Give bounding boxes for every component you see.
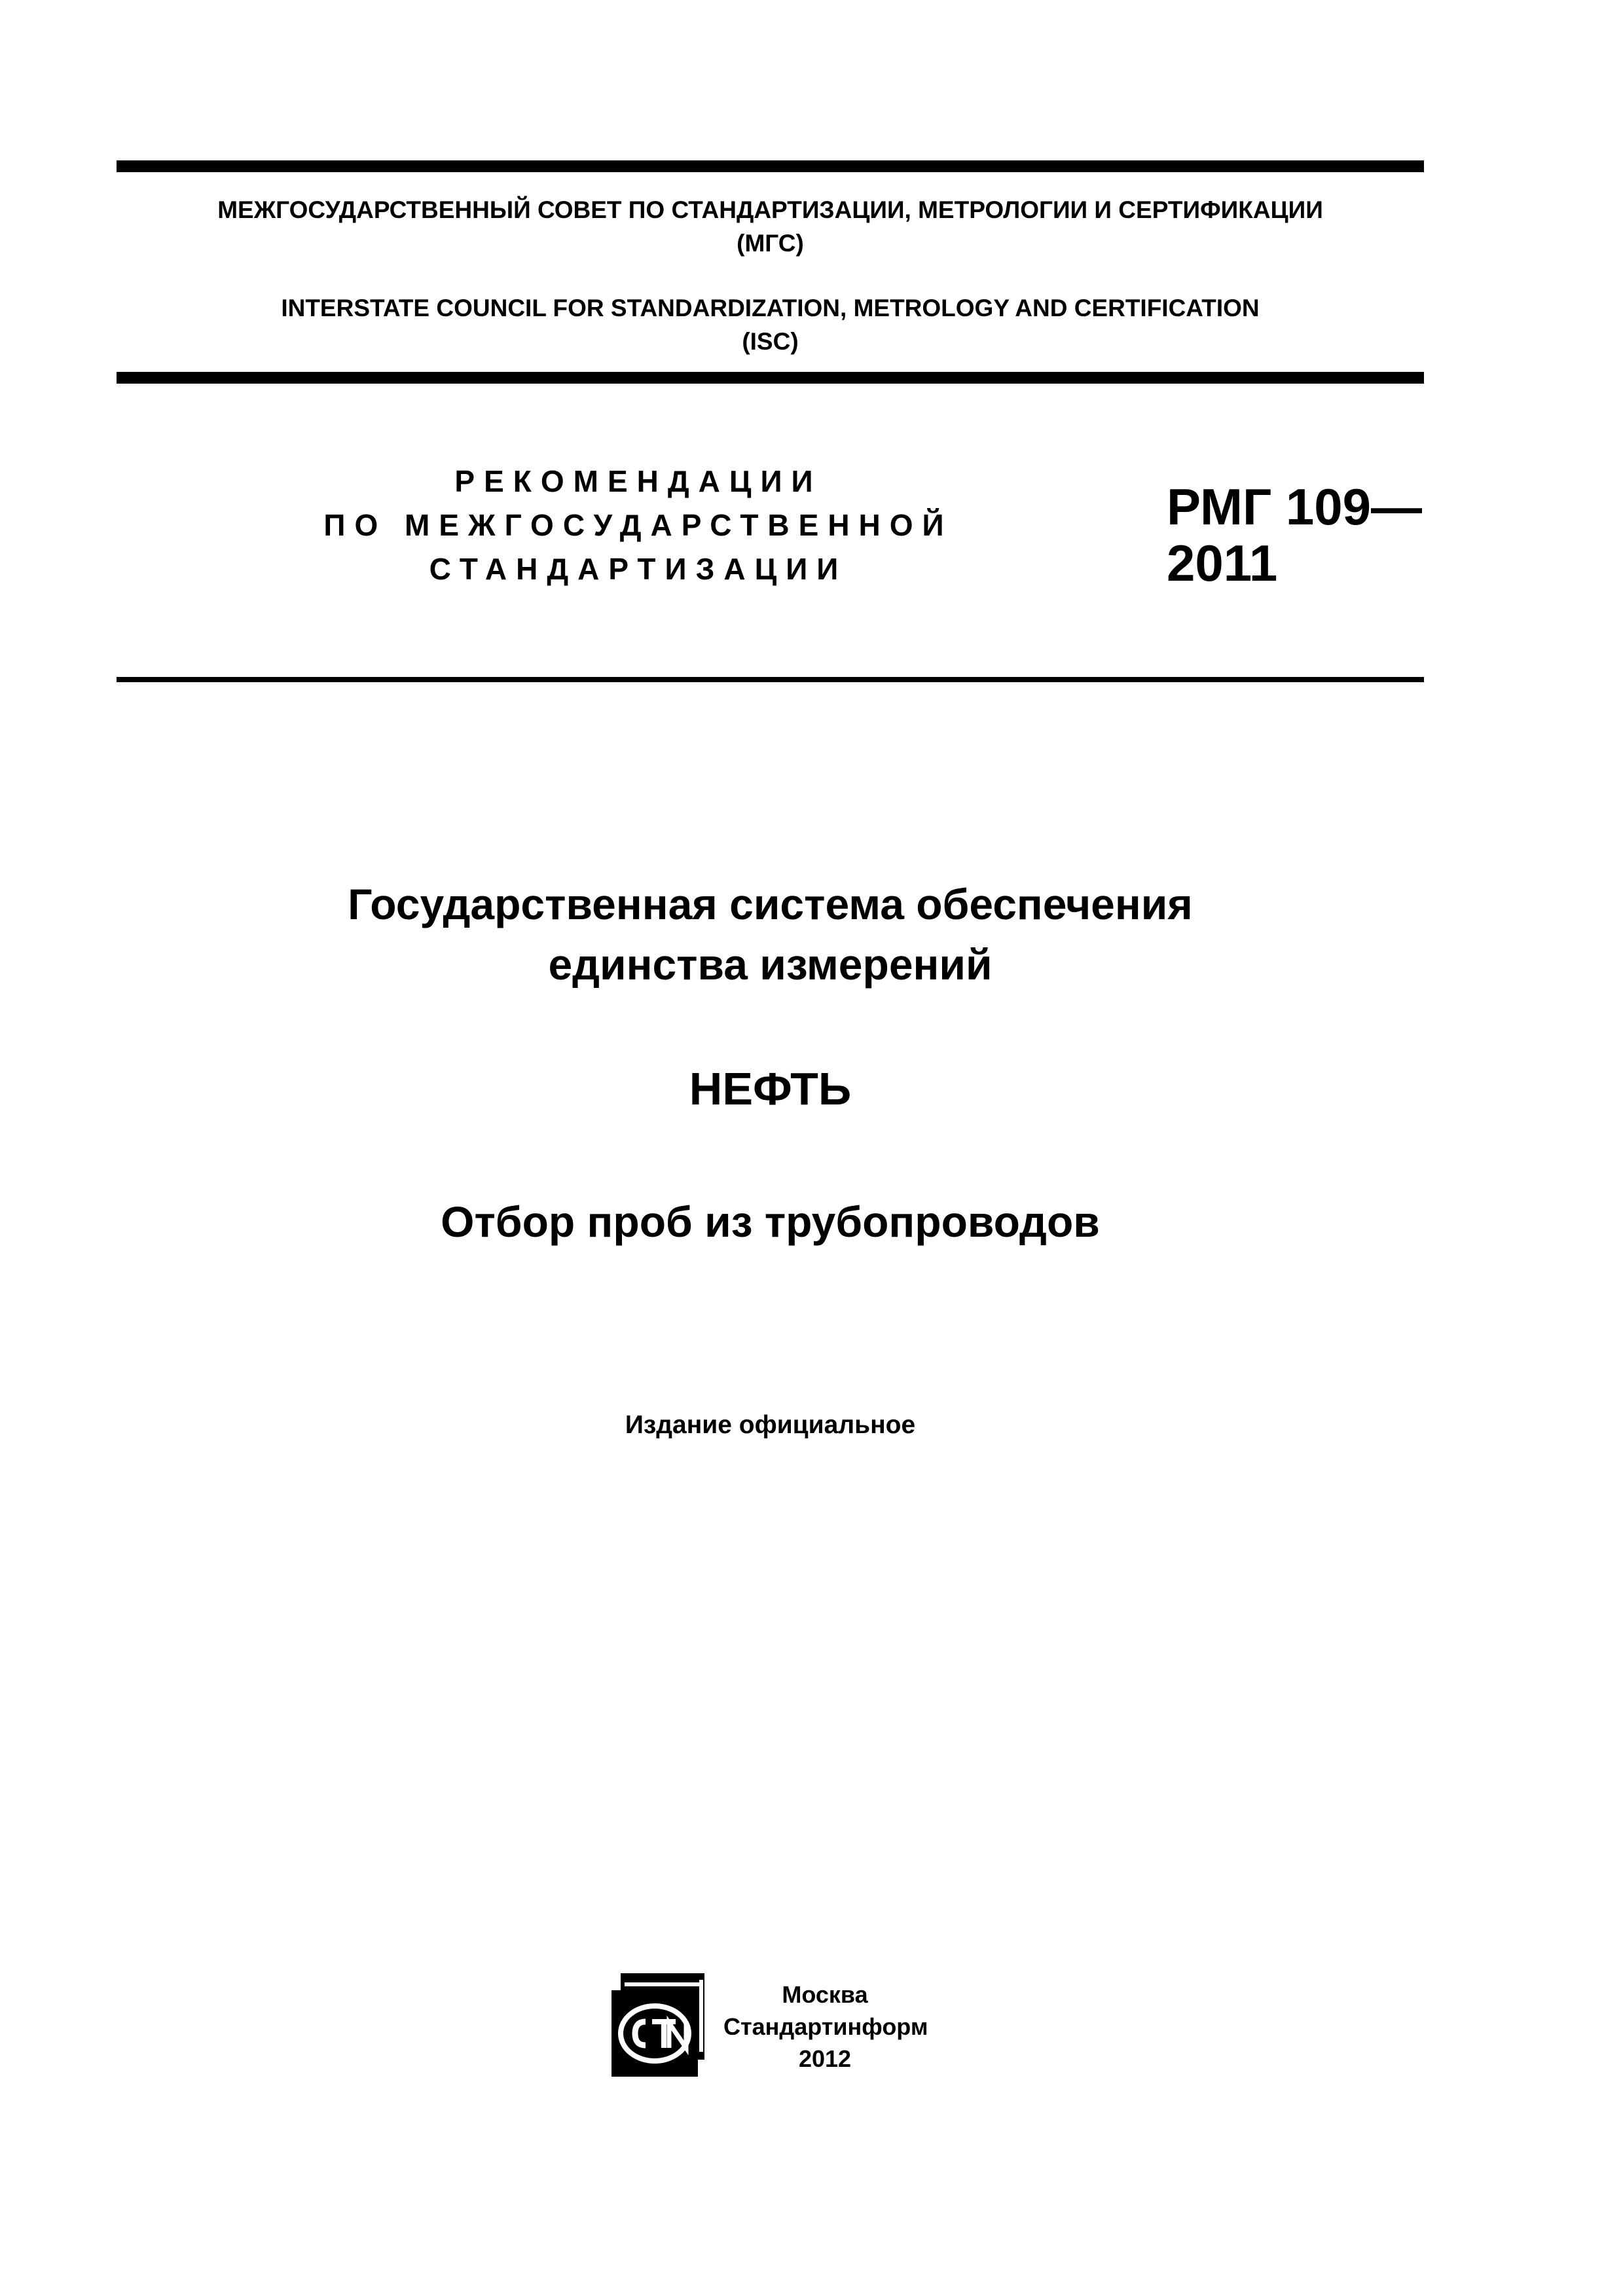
title-line-2: единства измерений [548, 940, 993, 989]
subtitle: Отбор проб из трубопроводов [441, 1197, 1100, 1246]
document-designation-year: 2011 [1167, 534, 1278, 592]
document-designation: РМГ 109— [1167, 478, 1422, 536]
publisher-name: Стандартинформ [723, 2013, 928, 2040]
council-name-ru: МЕЖГОСУДАРСТВЕННЫЙ СОВЕТ ПО СТАНДАРТИЗАЦИИ, МЕТРОЛОГИИ И СЕРТИФИКАЦИИ [217, 196, 1323, 223]
council-abbr-en: (ISC) [742, 328, 799, 355]
document-type-line-2: ПО МЕЖГОСУДАРСТВЕННОЙ [323, 508, 953, 542]
title-line-1: Государственная система обеспечения [348, 880, 1193, 928]
standartinform-logo-icon [609, 1971, 707, 2079]
edition-label: Издание официальное [625, 1411, 916, 1439]
council-name-en: INTERSTATE COUNCIL FOR STANDARDIZATION, METROLOGY AND CERTIFICATION [281, 295, 1260, 321]
middle-thick-rule [117, 372, 1424, 384]
publication-year: 2012 [798, 2045, 852, 2072]
document-type-line-3: СТАНДАРТИЗАЦИИ [429, 552, 848, 586]
top-thick-rule [117, 160, 1424, 172]
document-type-line-1: РЕКОМЕНДАЦИИ [454, 464, 822, 498]
council-abbr-ru: (МГС) [737, 230, 804, 257]
thin-rule [117, 677, 1424, 682]
main-title: НЕФТЬ [689, 1063, 852, 1114]
publisher-city: Москва [782, 1981, 868, 2008]
